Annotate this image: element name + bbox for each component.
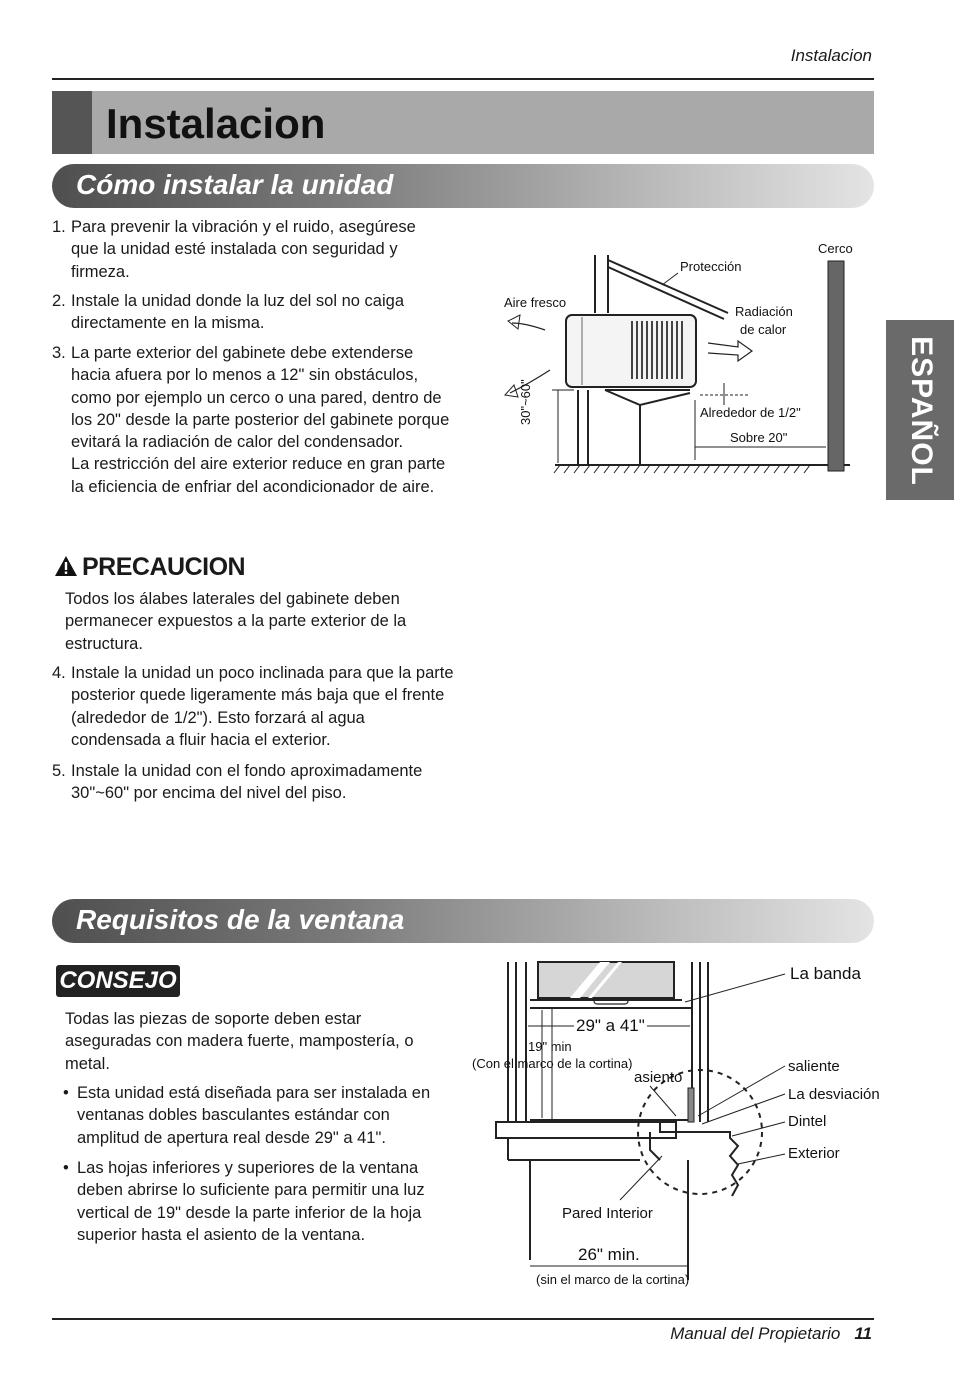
- language-tab-label: ESPAÑOL: [905, 336, 938, 486]
- step-number: 1.: [52, 218, 66, 236]
- section-bar-window: [52, 899, 874, 943]
- label-proteccion: Protección: [680, 259, 742, 274]
- label-height: 30"~60": [518, 379, 533, 425]
- section-title-window: Requisitos de la ventana: [76, 904, 405, 935]
- label-la-banda: La banda: [790, 964, 861, 983]
- window-requirements-diagram: [470, 960, 880, 1290]
- step-number: 2.: [52, 292, 66, 310]
- caution-title: PRECAUCION: [82, 553, 246, 581]
- step-extra-text: La restricción del aire exterior reduce en gran parte la eficiencia de enfriar del acondicionador de aire.: [71, 455, 446, 496]
- header-rule: [52, 78, 874, 80]
- language-tab: [886, 320, 954, 500]
- label-desviacion: La desviación: [788, 1086, 880, 1103]
- label-cerco: Cerco: [818, 241, 853, 256]
- tip-bullet: [63, 1082, 458, 1149]
- step-text: Para prevenir la vibración y el ruido, asegúrese que la unidad esté instalada con seguridad y firmeza.: [71, 218, 416, 281]
- label-sin-marco: (sin el marco de la cortina): [536, 1272, 690, 1287]
- step-text: Instale la unidad un poco inclinada para que la parte posterior quede ligeramente más baja que el frente (alrededor de 1/2"). Esto forzará al agua condensada a fluir hacia el exterior.: [71, 664, 454, 749]
- page-title: Instalacion: [106, 100, 326, 147]
- label-con-marco: (Con el marco de la cortina): [472, 1056, 633, 1071]
- section-title-install: Cómo instalar la unidad: [76, 169, 394, 200]
- footer-rule: [52, 1318, 874, 1320]
- label-saliente: saliente: [788, 1058, 840, 1075]
- section-bar-install: [52, 164, 874, 208]
- step-number: 3.: [52, 344, 66, 362]
- page-number: 11: [854, 1324, 872, 1343]
- step-item: [52, 760, 457, 805]
- step-item: [52, 216, 457, 283]
- label-dintel: Dintel: [788, 1113, 827, 1130]
- title-accent-block: [52, 91, 92, 154]
- step-item: [52, 662, 457, 751]
- bullet-dot: •: [63, 1084, 69, 1102]
- step-text: Instale la unidad donde la luz del sol no caiga directamente en la misma.: [71, 292, 404, 333]
- label-asiento: asiento: [634, 1069, 683, 1086]
- tip-bullet: [63, 1157, 458, 1246]
- label-19-min: 19" min: [528, 1039, 572, 1054]
- step-number: 5.: [52, 762, 66, 780]
- tip-text: Todas las piezas de soporte deben estar aseguradas con madera fuerte, mampostería, o metal.: [65, 1010, 414, 1073]
- bullet-dot: •: [63, 1159, 69, 1177]
- label-de-calor: de calor: [740, 322, 787, 337]
- installation-clearance-diagram: [490, 235, 870, 485]
- step-item: [52, 342, 457, 498]
- label-exterior: Exterior: [788, 1145, 840, 1162]
- label-width-range: 29" a 41": [576, 1016, 645, 1035]
- tip-bullet-text: Las hojas inferiores y superiores de la ventana deben abrirse lo suficiente para permitir una luz vertical de 19" desde la parte inferior de la hoja superior hasta el asiento de la ventana.: [77, 1159, 425, 1244]
- step-number: 4.: [52, 664, 66, 682]
- page-footer: [670, 1324, 872, 1344]
- label-26-min: 26" min.: [578, 1245, 640, 1264]
- tip-badge-label: CONSEJO: [59, 967, 177, 994]
- caution-heading: [54, 553, 245, 582]
- label-alrededor: Alrededor de 1/2": [700, 405, 801, 420]
- step-text: La parte exterior del gabinete debe extenderse hacia afuera por lo menos a 12" sin obstáculos, como por ejemplo un cerco o una pared, dentro de los 20" desde la parte posterior del gabinete porque evitará la radiación de calor del condensador.: [71, 344, 450, 452]
- label-pared-interior: Pared Interior: [562, 1205, 653, 1222]
- footer-label: Manual del Propietario: [670, 1324, 841, 1343]
- tip-bullet-text: Esta unidad está diseñada para ser instalada en ventanas dobles basculantes estándar con amplitud de apertura real desde 29" a 41".: [77, 1084, 431, 1147]
- step-text: Instale la unidad con el fondo aproximadamente 30"~60" por encima del nivel del piso.: [71, 762, 423, 803]
- caution-text: Todos los álabes laterales del gabinete deben permanecer expuestos a la parte exterior de la estructura.: [65, 590, 407, 653]
- running-header: Instalacion: [790, 46, 872, 65]
- label-sobre: Sobre 20": [730, 430, 788, 445]
- label-radiacion: Radiación: [735, 304, 793, 319]
- tip-badge: [56, 965, 180, 997]
- warning-icon: [54, 555, 78, 577]
- step-item: [52, 290, 457, 335]
- label-aire-fresco: Aire fresco: [504, 295, 567, 310]
